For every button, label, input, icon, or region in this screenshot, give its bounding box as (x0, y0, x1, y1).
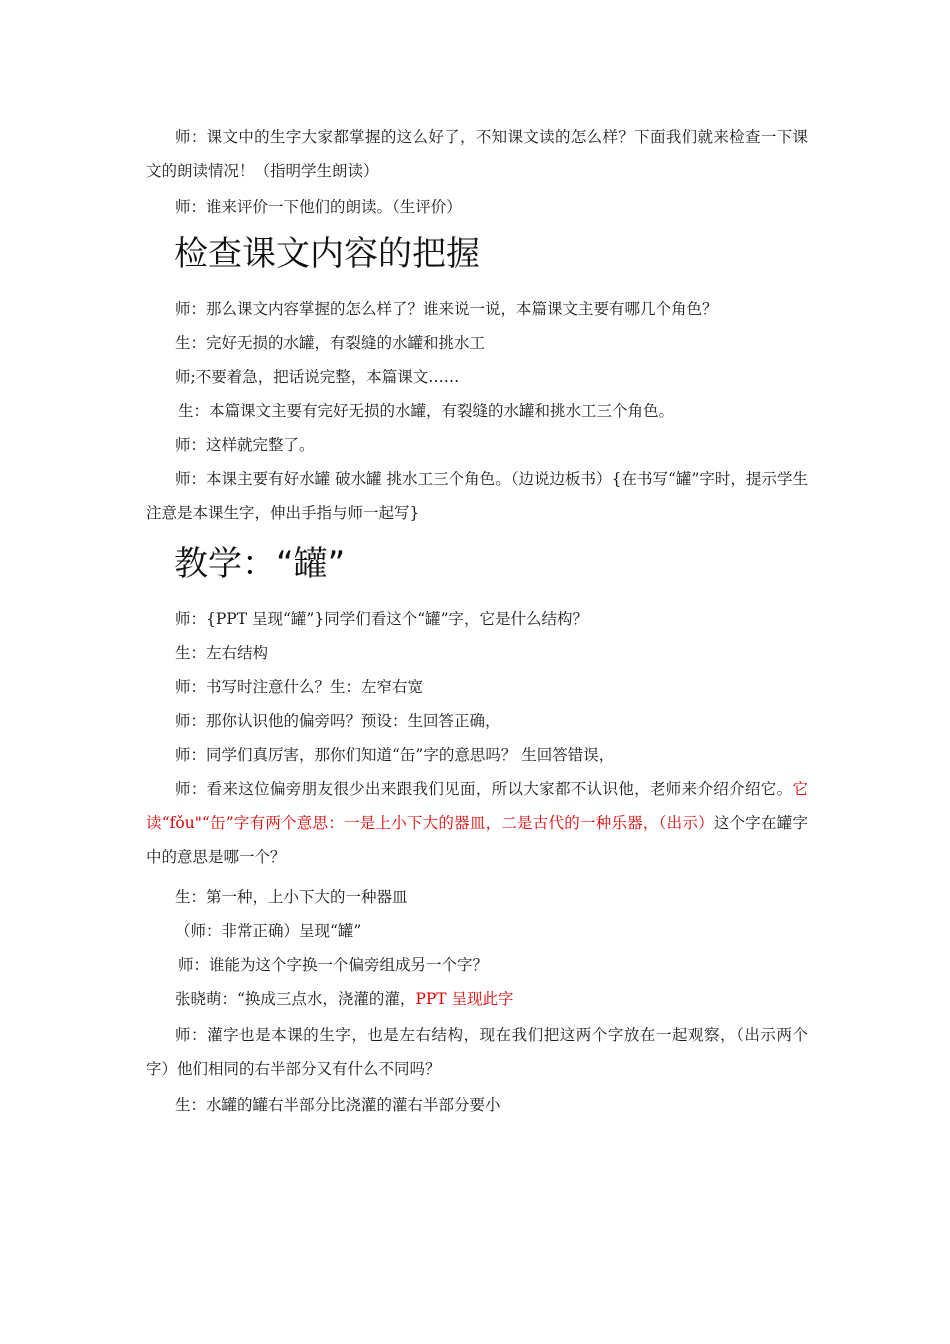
paragraph-writing-note: 师：书写时注意什么？生：左窄右宽 (175, 678, 424, 696)
heading-teach-character: 教学：“罐” (174, 544, 346, 584)
paragraph-student-compare: 生：水罐的罐右半部分比浇灌的灌右半部分要小 (175, 1096, 501, 1114)
paragraph-check-reading: 师：课文中的生字大家都掌握的这么好了，不知课文读的怎么样？下面我们就来检查一下课文的朗读情况！（指明学生朗读） (146, 128, 808, 180)
student-zhang-answer: 张晓萌：“换成三点水，浇灌的灌， (175, 990, 416, 1008)
paragraph-roles-question: 师：那么课文内容掌握的怎么样了？谁来说一说，本篇课文主要有哪几个角色？ (175, 300, 718, 318)
paragraph-left-right: 生：左右结构 (175, 644, 269, 662)
paragraph-structure-question: 师：{PPT 呈现“罐”}同学们看这个“罐”字，它是什么结构？ (175, 610, 589, 628)
paragraph-teacher-prompt: 师;不要着急，把话说完整，本篇课文…… (175, 368, 460, 386)
paragraph-fou-meaning: 师：同学们真厉害，那你们知道“缶”字的意思吗？ 生回答错误， (175, 746, 615, 764)
paragraph-change-radical: 师：谁能为这个字换一个偏旁组成另一个字？ (178, 956, 489, 974)
paragraph-student-answer-1: 生：完好无损的水罐，有裂缝的水罐和挑水工 (175, 334, 486, 352)
radical-intro-text: 师：看来这位偏旁朋友很少出来跟我们见面，所以大家都不认识他，老师来介绍介绍它。 (175, 780, 793, 798)
ppt-note-highlight: PPT 呈现此字 (415, 990, 514, 1008)
paragraph-radical-intro (146, 772, 808, 874)
paragraph-radical-question: 师：那你认识他的偏旁吗？预设：生回答正确， (175, 712, 501, 730)
paragraph-first-meaning: 生：第一种，上小下大的一种器皿 (175, 888, 408, 906)
radical-meaning-question: 这个字在罐字中的意思是哪一个？ (146, 814, 808, 866)
paragraph-present-character: （师：非常正确）呈现“罐” (175, 922, 362, 940)
paragraph-student-zhang (146, 982, 837, 1016)
paragraph-complete: 师：这样就完整了。 (175, 436, 315, 454)
paragraph-evaluate: 师：谁来评价一下他们的朗读。（生评价） (175, 198, 462, 216)
paragraph-three-roles: 师：本课主要有好水罐 破水罐 挑水工三个角色。（边说边板书）{在书写“罐”字时，提示学生注意是本课生字，伸出手指与师一起写} (146, 470, 808, 522)
radical-pronunciation-highlight: 它读“fǒu"“缶”字有两个意思：一是上小下大的器皿，二是古代的一种乐器，（出示） (146, 780, 808, 832)
heading-content-check: 检查课文内容的把握 (174, 234, 480, 274)
paragraph-compare-characters: 师：灌字也是本课的生字，也是左右结构，现在我们把这两个字放在一起观察，（出示两个字）他们相同的右半部分又有什么不同吗？ (146, 1026, 808, 1078)
paragraph-student-answer-2: 生：本篇课文主要有完好无损的水罐，有裂缝的水罐和挑水工三个角色。 (178, 402, 675, 420)
